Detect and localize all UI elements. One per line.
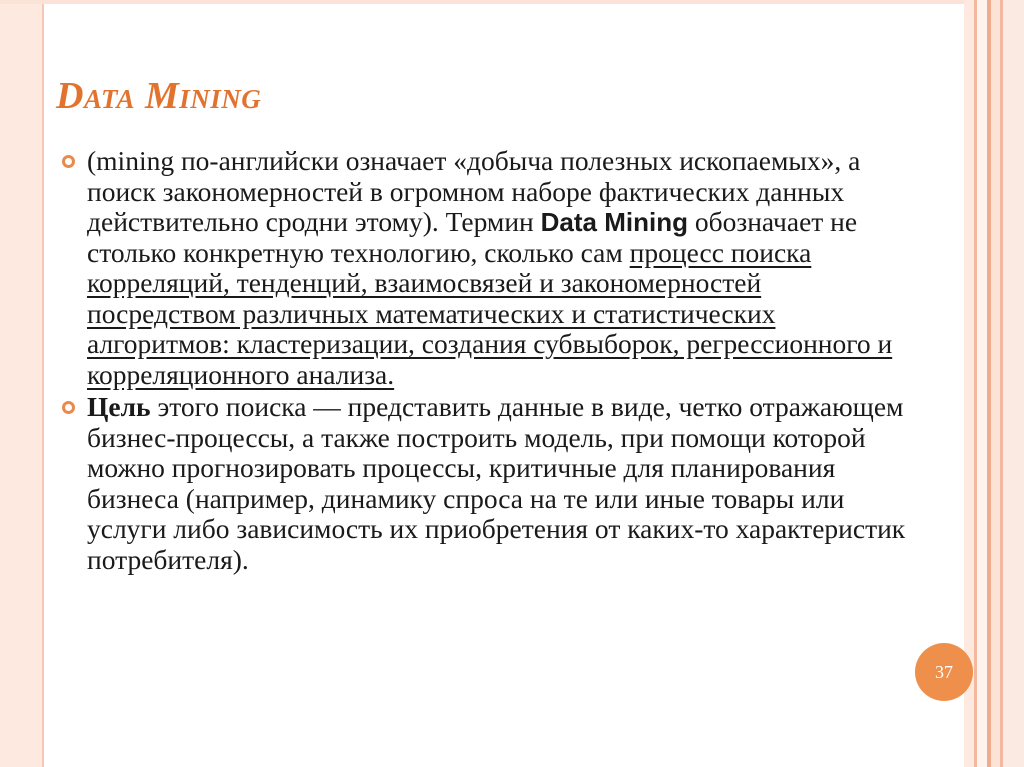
page-number: 37 bbox=[935, 661, 953, 682]
top-border-band bbox=[0, 0, 1024, 4]
page-number-badge bbox=[915, 643, 973, 701]
slide-title: Data Mining bbox=[56, 75, 262, 117]
right-decorative-stripes bbox=[964, 0, 1024, 767]
bullet-circle-icon bbox=[62, 401, 75, 414]
slide-content bbox=[62, 146, 907, 577]
bullet-1-text-part-2: обозначает не столько конкретную технологию, сколько сам bbox=[87, 206, 858, 268]
bullet-item-1 bbox=[62, 146, 907, 390]
bullet-circle-icon bbox=[62, 155, 75, 168]
bullet-2-text: этого поиска — представить данные в виде, четко отражающем бизнес-процессы, а также построить модель, при помощи которой можно прогнозировать процессы, критичные для планирования бизнеса (например, динамику спроса на те или иные товары или услуги либо зависимость их приобретения от каких-то характеристик потребителя). bbox=[87, 391, 906, 575]
bullet-item-2 bbox=[62, 392, 907, 575]
bullet-1-underlined-definition: процесс поиска корреляций, тенденций, взаимосвязей и закономерностей посредством различных математических и статистических алгоритмов: кластеризации, создания субвыборок, регрессионного и корреляционного анализа. bbox=[87, 236, 893, 390]
left-border-line bbox=[42, 0, 44, 767]
bullet-2-bold-word: Цель bbox=[87, 391, 151, 422]
bullet-1-term-data-mining: Data Mining bbox=[540, 207, 688, 237]
bullet-1-text-part-1: (mining по-английски означает «добыча полезных ископаемых», а поиск закономерностей в огромном наборе фактических данных действительно сродни этому). Термин bbox=[87, 145, 861, 237]
left-border-band bbox=[0, 0, 44, 767]
